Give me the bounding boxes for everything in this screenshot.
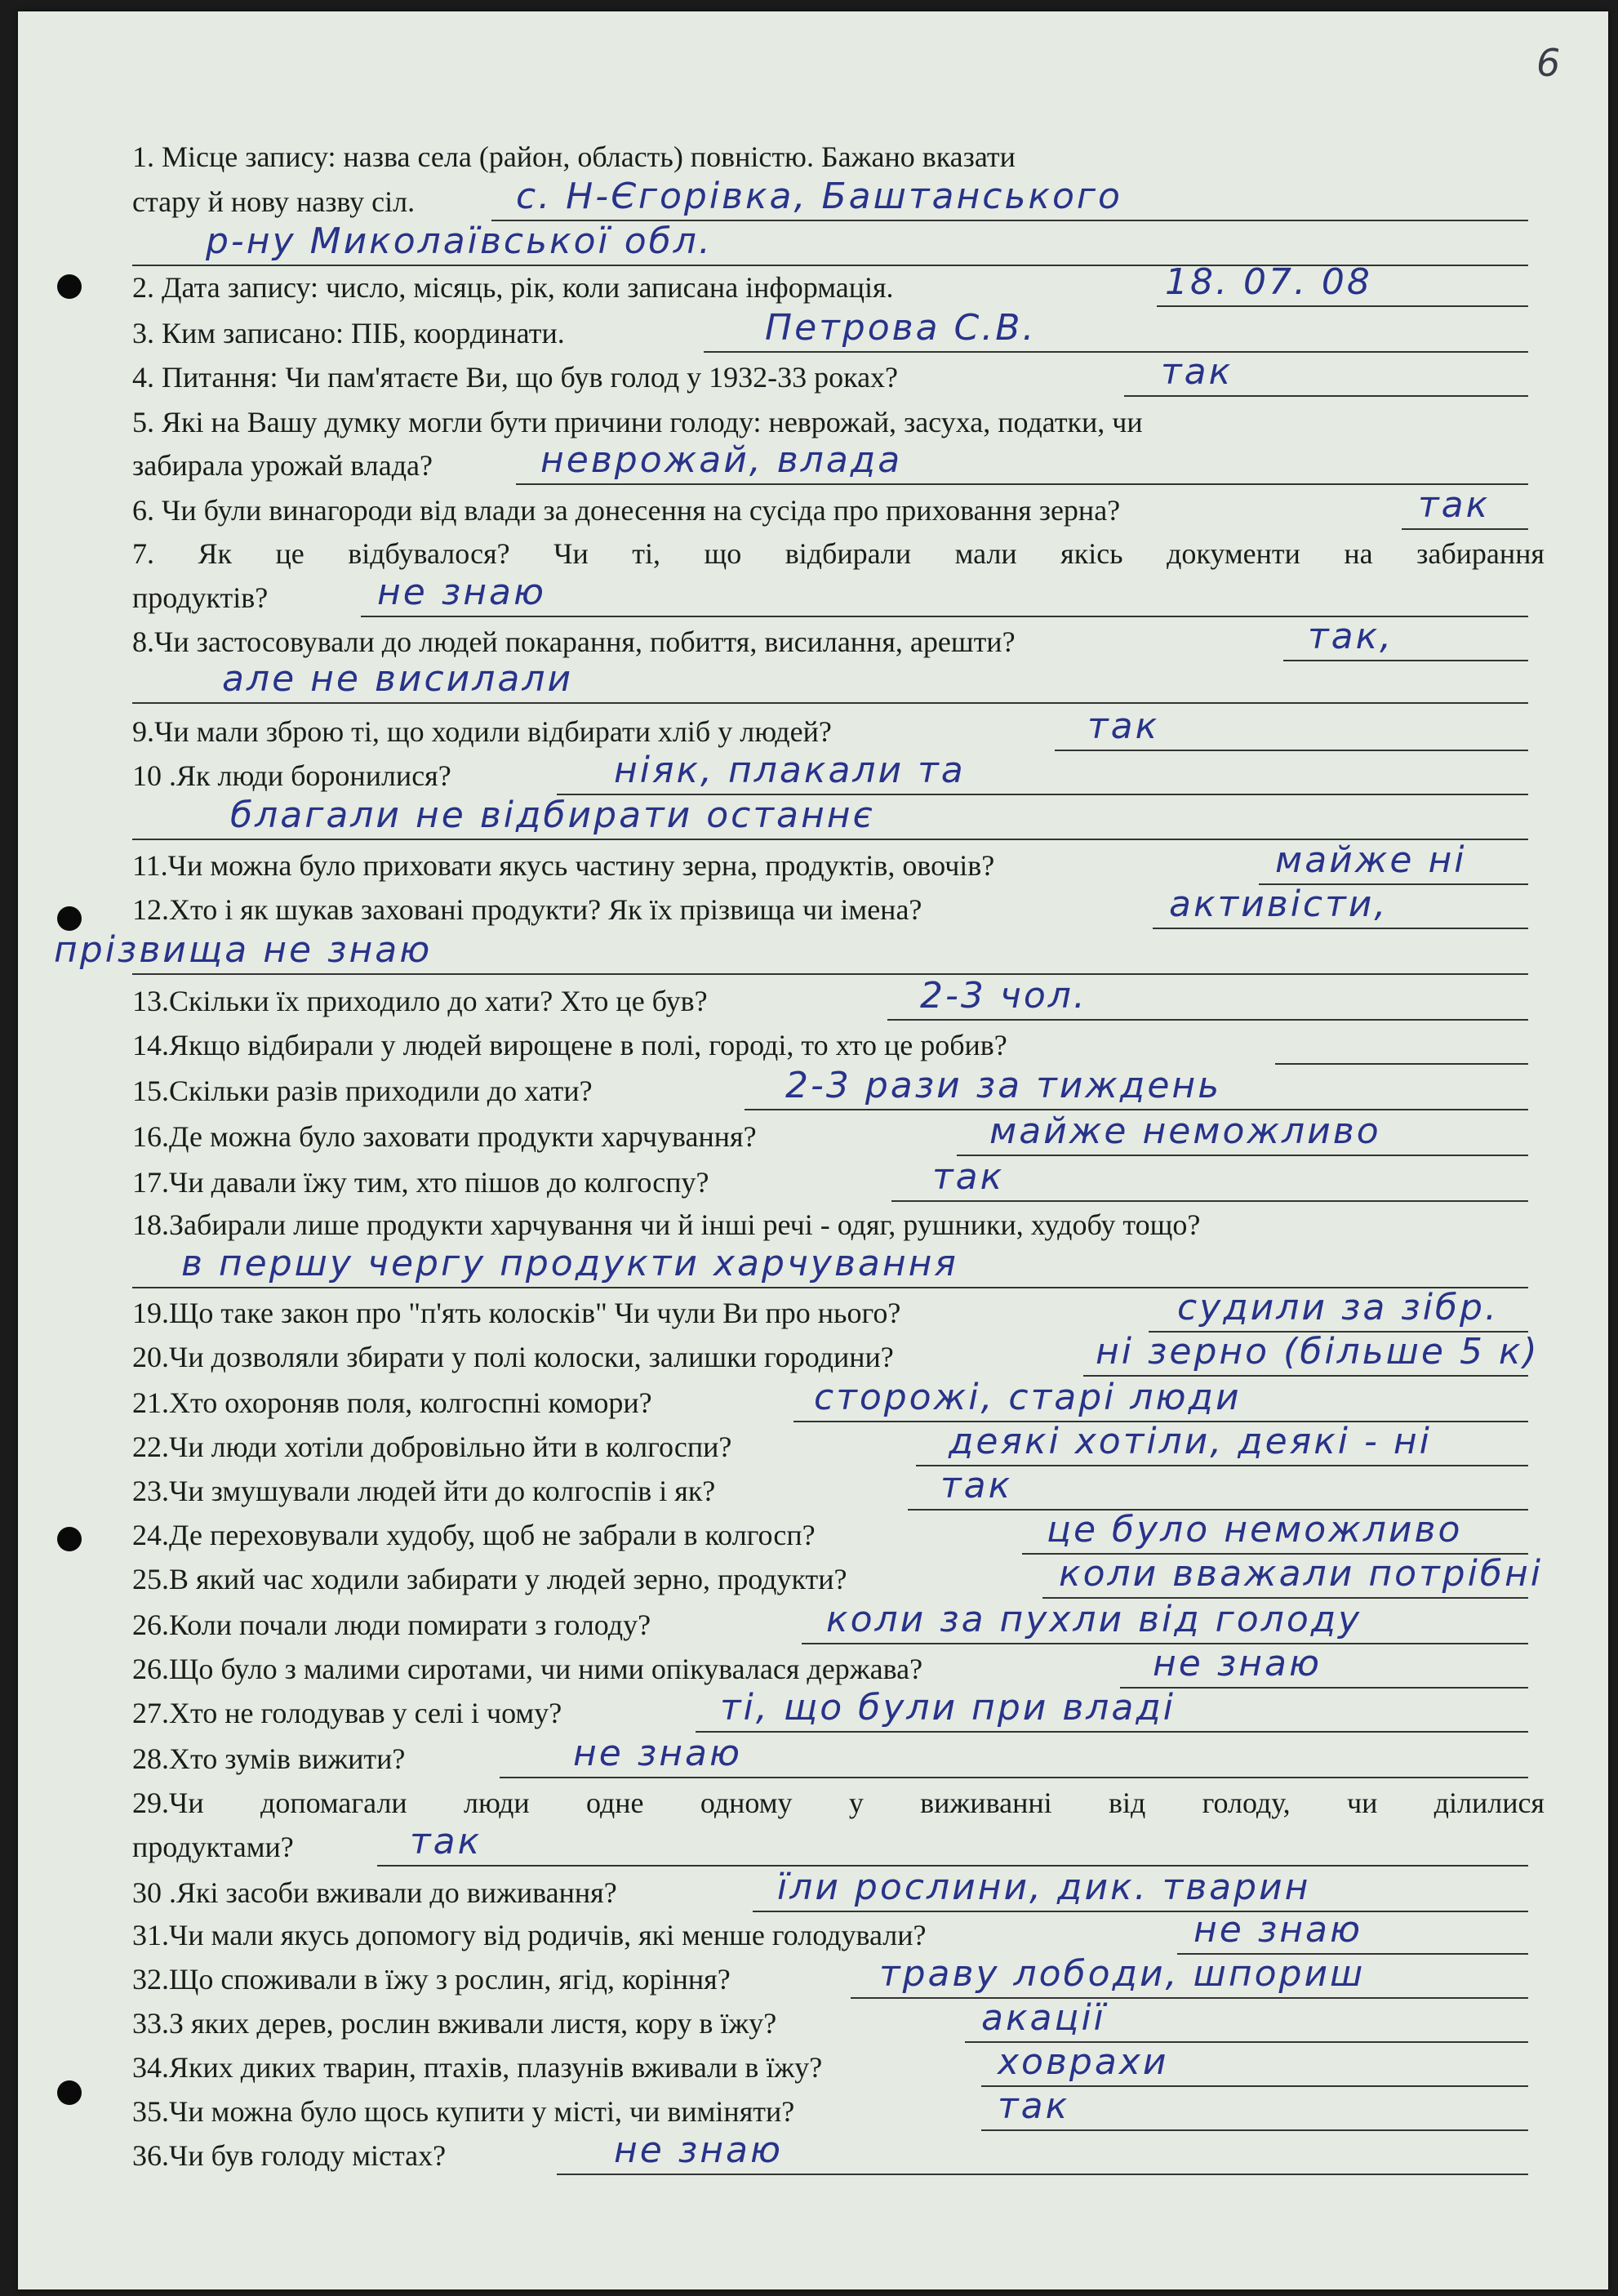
handwritten-answer: активісти, (1169, 883, 1389, 925)
question-row (132, 2131, 1528, 2177)
question-row (132, 132, 1528, 178)
question-row (132, 1021, 1528, 1066)
handwritten-answer: не знаю (377, 572, 546, 613)
question-row (132, 617, 1528, 663)
question-row (132, 1422, 1528, 1468)
question-text: 12.Хто і як шукав заховані продукти? Як їх прізвища чи імена? (132, 893, 922, 926)
handwritten-answer: 18. 07. 08 (1165, 261, 1372, 303)
punch-hole (57, 2080, 82, 2105)
handwritten-answer: але не висилали (222, 658, 574, 700)
question-text: 14.Якщо відбирали у людей вирощене в полі, городі, то хто це робив? (132, 1029, 1007, 1061)
question-row (132, 1822, 1528, 1868)
question-row (132, 1511, 1528, 1556)
question-text: 36.Чи був голоду містах? (132, 2139, 447, 2172)
handwritten-answer: так (940, 1465, 1013, 1506)
question-text: забирала урожай влада? (132, 449, 433, 482)
question-text: 32.Що споживали в їжу з рослин, ягід, коріння? (132, 1963, 731, 1996)
handwritten-answer: акації (981, 1997, 1106, 2039)
question-row (54, 929, 1528, 977)
question-row (132, 529, 1545, 575)
question-text: 16.Де можна було заховати продукти харчування? (132, 1120, 757, 1153)
handwritten-answer: не знаю (614, 2129, 783, 2171)
handwritten-answer: в першу чергу продукти харчування (181, 1243, 958, 1284)
question-row (132, 263, 1528, 309)
question-text: 18.Забирали лише продукти харчування чи й інші речі - одяг, рушники, худобу тощо? (132, 1208, 1201, 1241)
question-row (132, 1553, 1543, 1600)
handwritten-answer: так (1418, 484, 1491, 526)
punch-hole (57, 1527, 82, 1551)
handwritten-answer: 2-3 рази за тиждень (785, 1065, 1222, 1106)
question-text: 13.Скільки їх приходило до хати? Хто це був? (132, 985, 708, 1017)
question-text: 6. Чи були винагороди від влади за донесення на сусіда про приховання зерна? (132, 494, 1121, 527)
question-text: 1. Місце запису: назва села (район, область) повністю. Бажано вказати (132, 140, 1016, 173)
handwritten-answer: так, (1308, 616, 1394, 657)
question-row (132, 309, 1528, 354)
handwritten-answer: Петрова С.В. (765, 307, 1037, 349)
question-row (132, 1868, 1528, 1914)
handwritten-answer: неврожай, влада (540, 439, 903, 481)
handwritten-answer: так (410, 1821, 482, 1862)
question-row (132, 1158, 1528, 1204)
question-text: 17.Чи давали їжу тим, хто пішов до колгоспу? (132, 1166, 709, 1199)
handwritten-answer: так (932, 1156, 1005, 1198)
punch-hole (57, 274, 82, 299)
answer-line (957, 1155, 1528, 1156)
question-row (132, 841, 1528, 887)
handwritten-answer: прізвища не знаю (54, 929, 433, 971)
question-row (132, 1644, 1528, 1690)
question-text: 5. Які на Вашу думку могли бути причини голоду: неврожай, засуха, податки, чи (132, 406, 1143, 438)
question-text: 35.Чи можна було щось купити у місті, чи виміняти? (132, 2095, 795, 2128)
question-row (132, 1734, 1528, 1780)
question-text: продуктів? (132, 581, 269, 614)
question-text: 19.Що таке закон про "п'ять колосків" Чи чули Ви про нього? (132, 1297, 901, 1329)
handwritten-answer: так (998, 2085, 1070, 2127)
question-row (132, 573, 1528, 619)
handwritten-answer: коли вважали потрібні (1059, 1553, 1543, 1595)
question-row (132, 1331, 1540, 1378)
handwritten-answer: майже неможливо (989, 1110, 1381, 1152)
question-text: 25.В який час ходили забирати у людей зерно, продукти? (132, 1563, 847, 1595)
question-row (132, 751, 1528, 797)
handwritten-answer: не знаю (1193, 1909, 1362, 1951)
answer-line (1124, 395, 1528, 397)
answer-line (516, 483, 1528, 485)
question-row (132, 1112, 1528, 1158)
question-text: 34.Яких диких тварин, птахів, плазунів вживали в їжу? (132, 2051, 823, 2084)
question-text: 31.Чи мали якусь допомогу від родичів, які менше голодували? (132, 1919, 927, 1951)
handwritten-answer: це було неможливо (1047, 1509, 1463, 1551)
question-text: 26.Що було з малими сиротами, чи ними опікувалася держава? (132, 1653, 923, 1685)
answer-line (696, 1731, 1528, 1733)
handwritten-answer: деякі хотіли, деякі - ні (949, 1421, 1432, 1462)
question-row (132, 707, 1528, 753)
question-row (132, 486, 1528, 532)
question-text: 3. Ким записано: ПІБ, координати. (132, 317, 565, 349)
question-row (132, 977, 1528, 1022)
handwritten-answer: ніяк, плакали та (614, 750, 966, 791)
question-text: 21.Хто охороняв поля, колгоспні комори? (132, 1386, 652, 1419)
question-row (132, 1466, 1528, 1512)
question-row (132, 441, 1528, 487)
question-row (132, 660, 1528, 705)
question-text: продуктами? (132, 1831, 294, 1863)
answer-line (1153, 928, 1528, 929)
question-row (132, 1378, 1528, 1424)
punch-hole (57, 906, 82, 931)
question-text: 30 .Які засоби вживали до виживання? (132, 1876, 617, 1909)
question-row (132, 1600, 1528, 1646)
question-row (132, 1200, 1528, 1246)
answer-line (1157, 305, 1528, 307)
question-row (132, 2043, 1528, 2089)
question-row (132, 796, 1528, 842)
handwritten-answer: так (1161, 351, 1234, 393)
handwritten-answer: 2-3 чол. (920, 975, 1087, 1017)
question-text: 9.Чи мали зброю ті, що ходили відбирати хліб у людей? (132, 715, 832, 748)
question-text: 8.Чи застосовували до людей покарання, побиття, висилання, арешти? (132, 625, 1016, 658)
question-row (132, 177, 1528, 223)
handwritten-answer: їли рослини, дик. тварин (777, 1867, 1311, 1908)
question-text: 26.Коли почали люди помирати з голоду? (132, 1609, 651, 1641)
handwritten-answer: коли за пухли від голоду (826, 1599, 1362, 1640)
handwritten-answer: ховрахи (998, 2041, 1169, 2083)
questionnaire-sheet (18, 11, 1608, 2289)
question-text: 15.Скільки разів приходили до хати? (132, 1075, 593, 1107)
handwritten-answer: благали не відбирати останнє (230, 794, 875, 836)
handwritten-answer: майже ні (1275, 839, 1467, 881)
question-text: 10 .Як люди боронилися? (132, 759, 451, 792)
handwritten-answer: ті, що були при владі (720, 1687, 1176, 1729)
answer-line (1275, 1063, 1528, 1065)
handwritten-answer: р-ну Миколаївської обл. (206, 220, 713, 262)
question-text: 24.Де переховували худобу, щоб не забрали в колгосп? (132, 1519, 816, 1551)
question-text: 33.З яких дерев, рослин вживали листя, кору в їжу? (132, 2007, 777, 2040)
question-text: 22.Чи люди хотіли добровільно йти в колгоспи? (132, 1431, 732, 1463)
question-row (132, 1955, 1528, 2000)
question-text: 28.Хто зумів вижити? (132, 1742, 406, 1775)
question-row (132, 1778, 1545, 1824)
question-text: 2. Дата запису: число, місяць, рік, коли записана інформація. (132, 271, 894, 304)
question-row (132, 1066, 1528, 1112)
question-text: 20.Чи дозволяли збирати у полі колоски, залишки городини? (132, 1341, 894, 1373)
question-text: 7. Як це відбувалося? Чи ті, що відбирали мали якісь документи на забирання (132, 537, 1545, 570)
question-text: стару й нову назву сіл. (132, 185, 416, 218)
handwritten-answer: траву лободи, шпориш (879, 1953, 1366, 1995)
question-text: 23.Чи змушували людей йти до колгоспів і як? (132, 1475, 716, 1507)
handwritten-answer: судили за зібр. (1177, 1287, 1499, 1328)
page-number: 6 (1536, 41, 1561, 85)
question-row (132, 1911, 1528, 1956)
question-row (132, 353, 1528, 398)
question-text: 27.Хто не голодував у селі і чому? (132, 1697, 562, 1729)
question-row (132, 398, 1528, 443)
answer-line (132, 973, 1528, 975)
question-row (132, 1244, 1528, 1290)
question-row (132, 885, 1528, 931)
handwritten-answer: не знаю (1153, 1643, 1322, 1684)
question-text: 11.Чи можна було приховати якусь частину зерна, продуктів, овочів? (132, 849, 995, 882)
handwritten-answer: с. Н-Єгорівка, Баштанського (516, 176, 1122, 217)
question-text: 4. Питання: Чи пам'ятаєте Ви, що був голод у 1932-33 роках? (132, 361, 899, 394)
question-row (132, 1288, 1528, 1334)
question-row (132, 1689, 1528, 1734)
question-text: 29.Чи допомагали люди одне одному у виживанні від голоду, чи ділилися (132, 1787, 1545, 1819)
answer-line (132, 702, 1528, 704)
answer-line (557, 2174, 1528, 2175)
handwritten-answer: сторожі, старі люди (814, 1377, 1242, 1418)
handwritten-answer: ні зерно (більше 5 к) (1096, 1331, 1540, 1373)
handwritten-answer: не знаю (573, 1733, 742, 1774)
question-row (132, 2087, 1528, 2133)
handwritten-answer: так (1087, 705, 1160, 747)
question-row (132, 1999, 1528, 2045)
